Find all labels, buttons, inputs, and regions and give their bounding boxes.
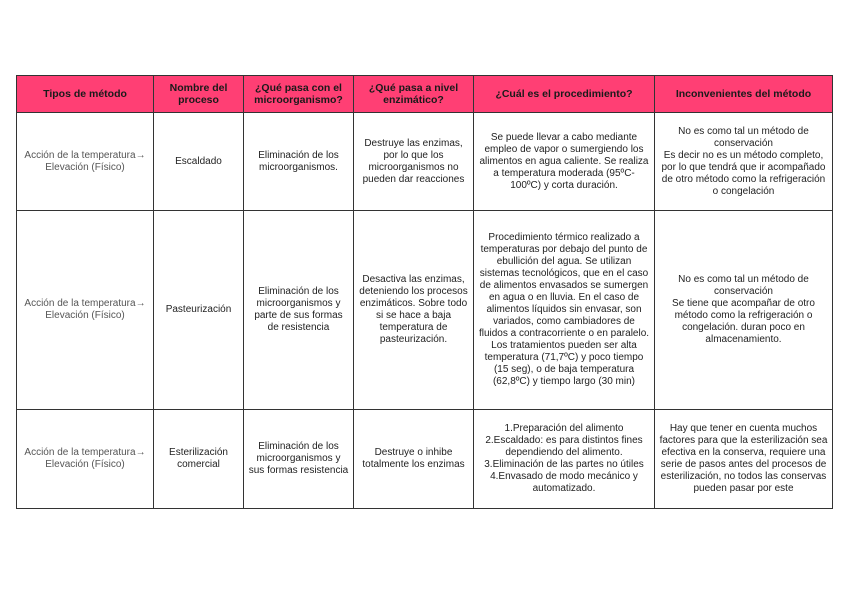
cell-microorganism: Eliminación de los microorganismos.	[244, 113, 354, 211]
conservation-methods-table	[16, 75, 833, 509]
cell-problems	[655, 113, 833, 211]
cell-procedure-text: 1.Preparación del alimento 2.Escaldado: es para distintos fines dependiendo del alimento. 3.Eliminación de las partes no útiles 4.Envasado de modo mecánico y automatizado.	[484, 423, 644, 494]
header-problems: Inconvenientes del método	[655, 76, 833, 113]
cell-problems-text: No es como tal un método de conservación Es decir no es un método completo, por lo que tendrá que ir acompañado de otro método como la refrigeración o congelación	[661, 125, 826, 197]
table-row	[17, 113, 833, 211]
header-row	[17, 76, 833, 113]
cell-procedure: Se puede llevar a cabo mediante empleo de vapor o sumergiendo los alimentos en agua caliente. Se realiza a temperatura moderada (95ºC-100ºC) y corta duración.	[474, 113, 655, 211]
cell-problems	[655, 211, 833, 410]
cell-process-name: Esterilización comercial	[154, 410, 244, 509]
cell-enzymatic: Destruye las enzimas, por lo que los microorganismos no pueden dar reacciones	[354, 113, 474, 211]
table-row	[17, 410, 833, 509]
header-method-type: Tipos de método	[17, 76, 154, 113]
cell-method-type: Acción de la temperatura→ Elevación (Físico)	[17, 410, 154, 509]
cell-problems: Hay que tener en cuenta muchos factores para que la esterilización sea efectiva en la conserva, requiere una serie de pasos antes del procesos de esterilización, no todos las conservas pueden pasar por este	[655, 410, 833, 509]
header-enzymatic: ¿Qué pasa a nivel enzimático?	[354, 76, 474, 113]
cell-microorganism: Eliminación de los microorganismos y sus formas resistencia	[244, 410, 354, 509]
cell-microorganism: Eliminación de los microorganismos y parte de sus formas de resistencia	[244, 211, 354, 410]
header-microorganism: ¿Qué pasa con el microorganismo?	[244, 76, 354, 113]
cell-problems-text: No es como tal un método de conservación Se tiene que acompañar de otro método como la refrigeración o congelación. duran poco en almacenamiento.	[672, 274, 815, 345]
cell-procedure	[474, 410, 655, 509]
cell-enzymatic: Destruye o inhibe totalmente los enzimas	[354, 410, 474, 509]
cell-enzymatic: Desactiva las enzimas, deteniendo los procesos enzimáticos. Sobre todo si se hace a baja temperatura de pasteurización.	[354, 211, 474, 410]
cell-procedure: Procedimiento térmico realizado a temperaturas por debajo del punto de ebullición del agua. Se utilizan sistemas tecnológicos, que en el caso de alimentos envasados se sumergen en agua o en lluvia. En el caso de alimentos líquidos sin envasar, son variados, como cambiadores de fluidos a contracorriente o en paralelo. Los tratamientos pueden ser alta temperatura (71,7ºC) y poco tiempo (15 seg), o de baja temperatura (62,8ºC) y tiempo largo (30 min)	[474, 211, 655, 410]
table-row	[17, 211, 833, 410]
cell-method-type: Acción de la temperatura→ Elevación (Físico)	[17, 113, 154, 211]
cell-method-type: Acción de la temperatura→ Elevación (Físico)	[17, 211, 154, 410]
header-procedure: ¿Cuál es el procedimiento?	[474, 76, 655, 113]
header-process-name: Nombre del proceso	[154, 76, 244, 113]
cell-process-name: Pasteurización	[154, 211, 244, 410]
cell-process-name: Escaldado	[154, 113, 244, 211]
